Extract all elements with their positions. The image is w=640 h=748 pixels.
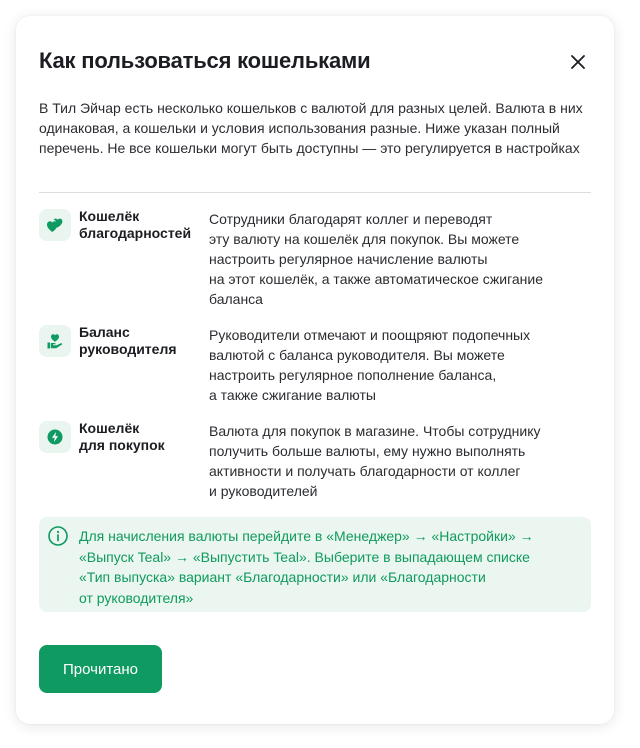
info-text: Для начисления валюты перейдите в «Менеджер» → «Настройки» → «Выпуск Teal» → «Выпустить Teal». Выберите в выпадающем списке «Тип выпуска» вариант «Благодарности» или «Благодарности от руководителя» <box>79 528 534 606</box>
read-confirm-button[interactable]: Прочитано <box>39 645 162 693</box>
close-button[interactable] <box>565 49 591 75</box>
info-icon <box>47 525 69 547</box>
divider <box>39 192 591 193</box>
wallet-name: Кошелёк для покупок <box>79 420 165 453</box>
close-icon <box>570 54 586 70</box>
info-notice <box>39 517 591 612</box>
intro-text: В Тил Эйчар есть несколько кошельков с валютой для разных целей. Валюта в них одинаковая, а кошельки и условия использования разные. Ниже указан полный перечень. Не все кошельки могут быть доступны — это регулируется в настройках <box>39 100 583 156</box>
wallet-name: Кошелёк благодарностей <box>79 208 192 241</box>
wallets-help-modal <box>16 16 614 724</box>
modal-title: Как пользоваться кошельками <box>39 48 371 73</box>
wallet-name: Баланс руководителя <box>79 324 177 357</box>
wallet-description: Валюта для покупок в магазине. Чтобы сотруднику получить больше валюты, ему нужно выполнять активности и получать благодарности от коллег и руководителей <box>209 423 541 499</box>
wallet-description: Руководители отмечают и поощряют подопечных валютой с баланса руководителя. Вы можете настроить регулярное пополнение баланса, а также сжигание валюты <box>209 327 531 403</box>
lightning-coin-icon <box>39 421 71 453</box>
hearts-icon <box>39 209 71 241</box>
hand-heart-icon <box>39 325 71 357</box>
wallet-description: Сотрудники благодарят коллег и переводят эту валюту на кошелёк для покупок. Вы можете настроить регулярное начисление валюты на этот кошелёк, а также автоматическое сжигание баланса <box>209 211 544 307</box>
